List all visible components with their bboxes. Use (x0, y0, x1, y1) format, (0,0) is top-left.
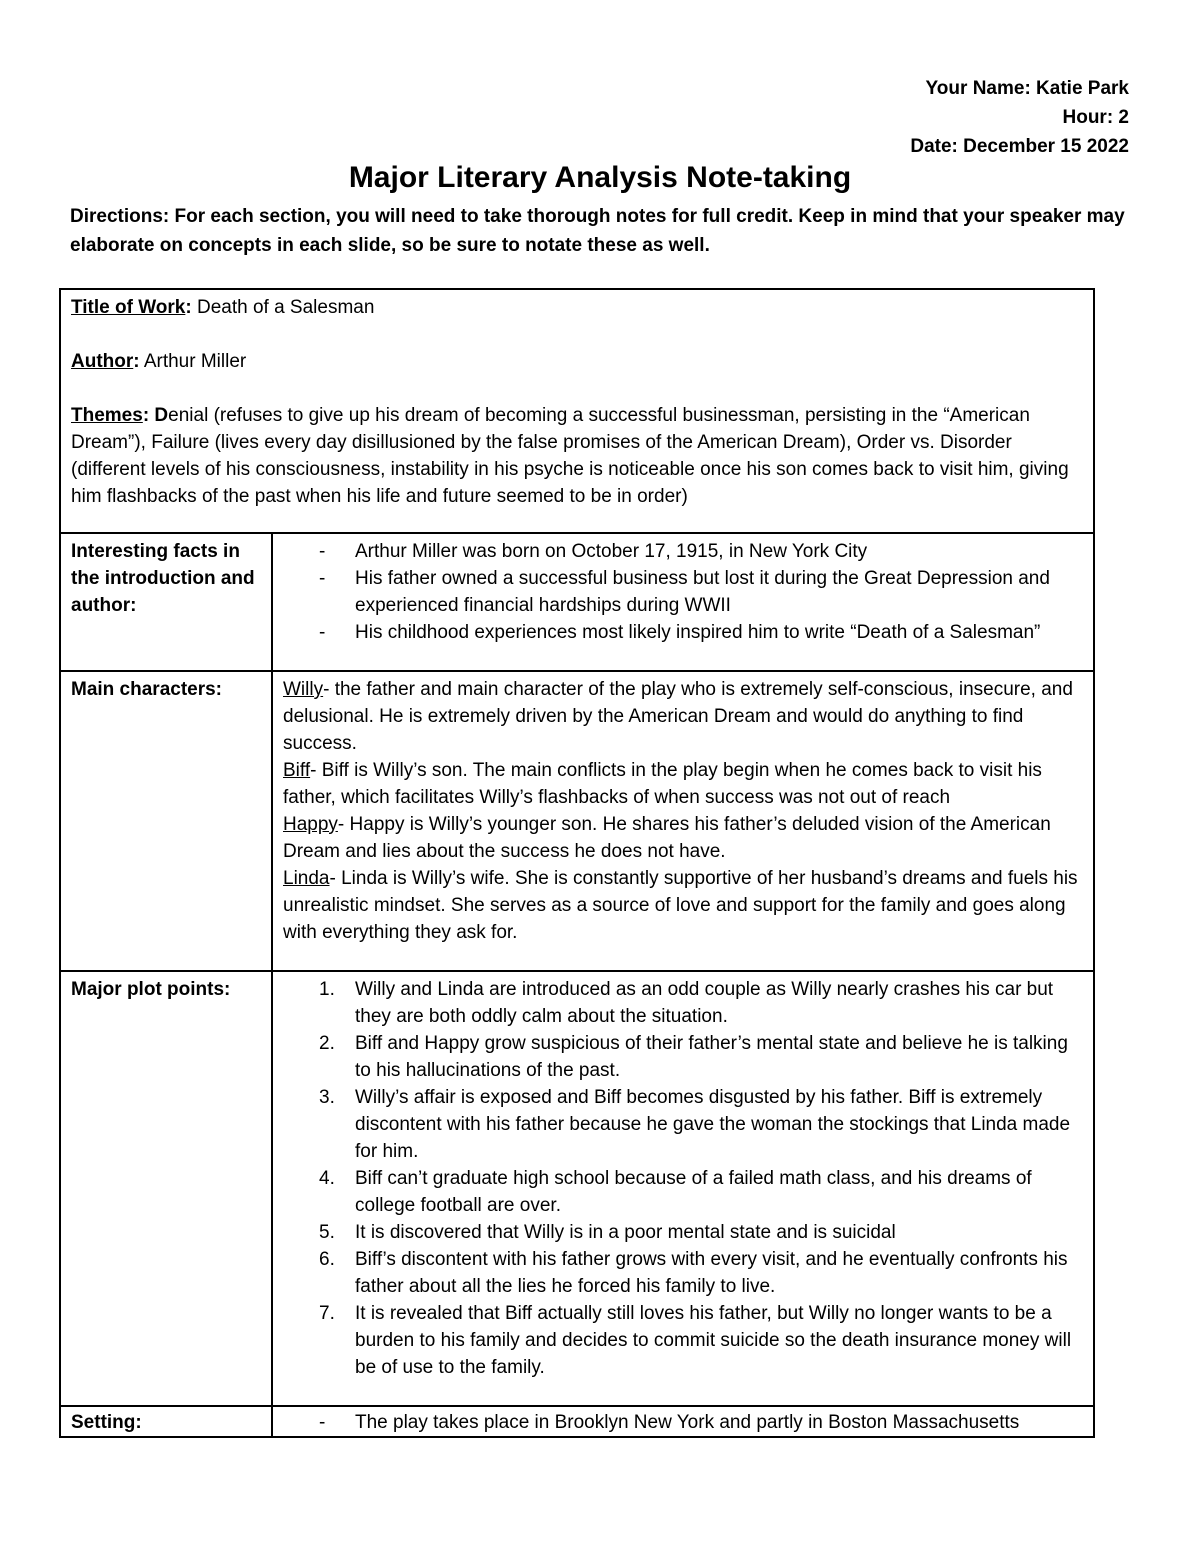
author: Author: Arthur Miller (71, 351, 247, 372)
setting-list (283, 1409, 1083, 1436)
list-item: 4. Biff can’t graduate high school because of a failed math class, and his dreams of college football are over. (319, 1168, 1032, 1216)
characters-content (272, 671, 1094, 971)
themes-label: Themes (71, 405, 143, 426)
directions: Directions: For each section, you will need to take thorough notes for full credit. Keep in mind that your speaker may elaborate on concepts in each slide, so be sure to notate these as well. (70, 206, 1125, 256)
list-item: - The play takes place in Brooklyn New York and partly in Boston Massachusetts (319, 1412, 1020, 1433)
list-item: - His childhood experiences most likely inspired him to write “Death of a Salesman” (319, 622, 1041, 643)
plot-row (60, 971, 1094, 1406)
plot-list (283, 976, 1083, 1381)
character-entry: Linda- Linda is Willy’s wife. She is constantly supportive of her husband’s dreams and fuels his unrealistic mindset. She serves as a source of love and support for the family and goes along with everything they ask for. (283, 868, 1078, 943)
characters-row (60, 671, 1094, 971)
title-of-work-value: Death of a Salesman (191, 297, 375, 318)
list-item: 6. Biff’s discontent with his father grows with every visit, and he eventually confronts his father about all the lies he forced his family to live. (319, 1249, 1068, 1297)
title-of-work-label: Title of Work (71, 297, 186, 318)
facts-label: Interesting facts in the introduction and author: (60, 533, 272, 671)
list-item: 7. It is revealed that Biff actually still loves his father, but Willy no longer wants to be a burden to his family and decides to commit suicide so the death insurance money will be of use to the family. (319, 1303, 1072, 1378)
characters-label: Main characters: (60, 671, 272, 971)
setting-content (272, 1406, 1094, 1437)
list-item: 5. It is discovered that Willy is in a poor mental state and is suicidal (319, 1222, 896, 1243)
class-hour: Hour: 2 (1062, 107, 1129, 128)
work-info-cell (60, 289, 1094, 533)
list-item: 1. Willy and Linda are introduced as an odd couple as Willy nearly crashes his car but they are both oddly calm about the situation. (319, 979, 1054, 1027)
facts-row (60, 533, 1094, 671)
author-label: Author (71, 351, 134, 372)
setting-label: Setting: (60, 1406, 272, 1437)
list-item: - Arthur Miller was born on October 17, 1915, in New York City (319, 541, 868, 562)
student-info (910, 74, 1129, 161)
list-item: 2. Biff and Happy grow suspicious of their father’s mental state and believe he is talking to his hallucinations of the past. (319, 1033, 1068, 1081)
plot-label: Major plot points: (60, 971, 272, 1406)
plot-content (272, 971, 1094, 1406)
author-value: Arthur Miller (139, 351, 247, 372)
character-entry: Happy- Happy is Willy’s younger son. He shares his father’s deluded vision of the American Dream and lies about the success he does not have. (283, 814, 1051, 862)
date: Date: December 15 2022 (910, 136, 1129, 157)
list-item: 3. Willy’s affair is exposed and Biff becomes disgusted by his father. Biff is extremely discontent with his father because he gave the woman the stockings that Linda made for him. (319, 1087, 1071, 1162)
themes: Themes: Denial (refuses to give up his dream of becoming a successful businessman, persisting in the “American Dream”), Failure (lives every day disillusioned by the false promises of the American Dream), Order vs. Disorder (different levels of his consciousness, instability in his psyche is noticeable once his son comes back to visit him, giving him flashbacks of the past when his life and future seemed to be in order) (71, 405, 1069, 507)
notes-table (59, 288, 1095, 1438)
list-item: - His father owned a successful business but lost it during the Great Depression and experienced financial hardships during WWII (319, 568, 1050, 616)
student-name: Your Name: Katie Park (925, 78, 1129, 99)
setting-row (60, 1406, 1094, 1437)
themes-first-letter: D (154, 405, 169, 426)
page-title: Major Literary Analysis Note-taking (348, 161, 852, 194)
facts-list (283, 538, 1083, 646)
character-entry: Willy- the father and main character of the play who is extremely self-conscious, insecure, and delusional. He is extremely driven by the American Dream and would do anything to find success. (283, 679, 1073, 754)
facts-content (272, 533, 1094, 671)
character-entry: Biff- Biff is Willy’s son. The main conflicts in the play begin when he comes back to visit his father, which facilitates Willy’s flashbacks of when success was not out of reach (283, 760, 1042, 808)
title-of-work: Title of Work: Death of a Salesman (71, 297, 375, 318)
themes-value: enial (refuses to give up his dream of becoming a successful businessman, persisting in the “American Dream”), Failure (lives every day disillusioned by the false promises of the American Dream), Order vs. Disorder (different levels of his consciousness, instability in his psyche is noticeable once his son comes back to visit him, giving him flashbacks of the past when his life and future seemed to be in order) (71, 405, 1069, 507)
work-info-row (60, 289, 1094, 533)
